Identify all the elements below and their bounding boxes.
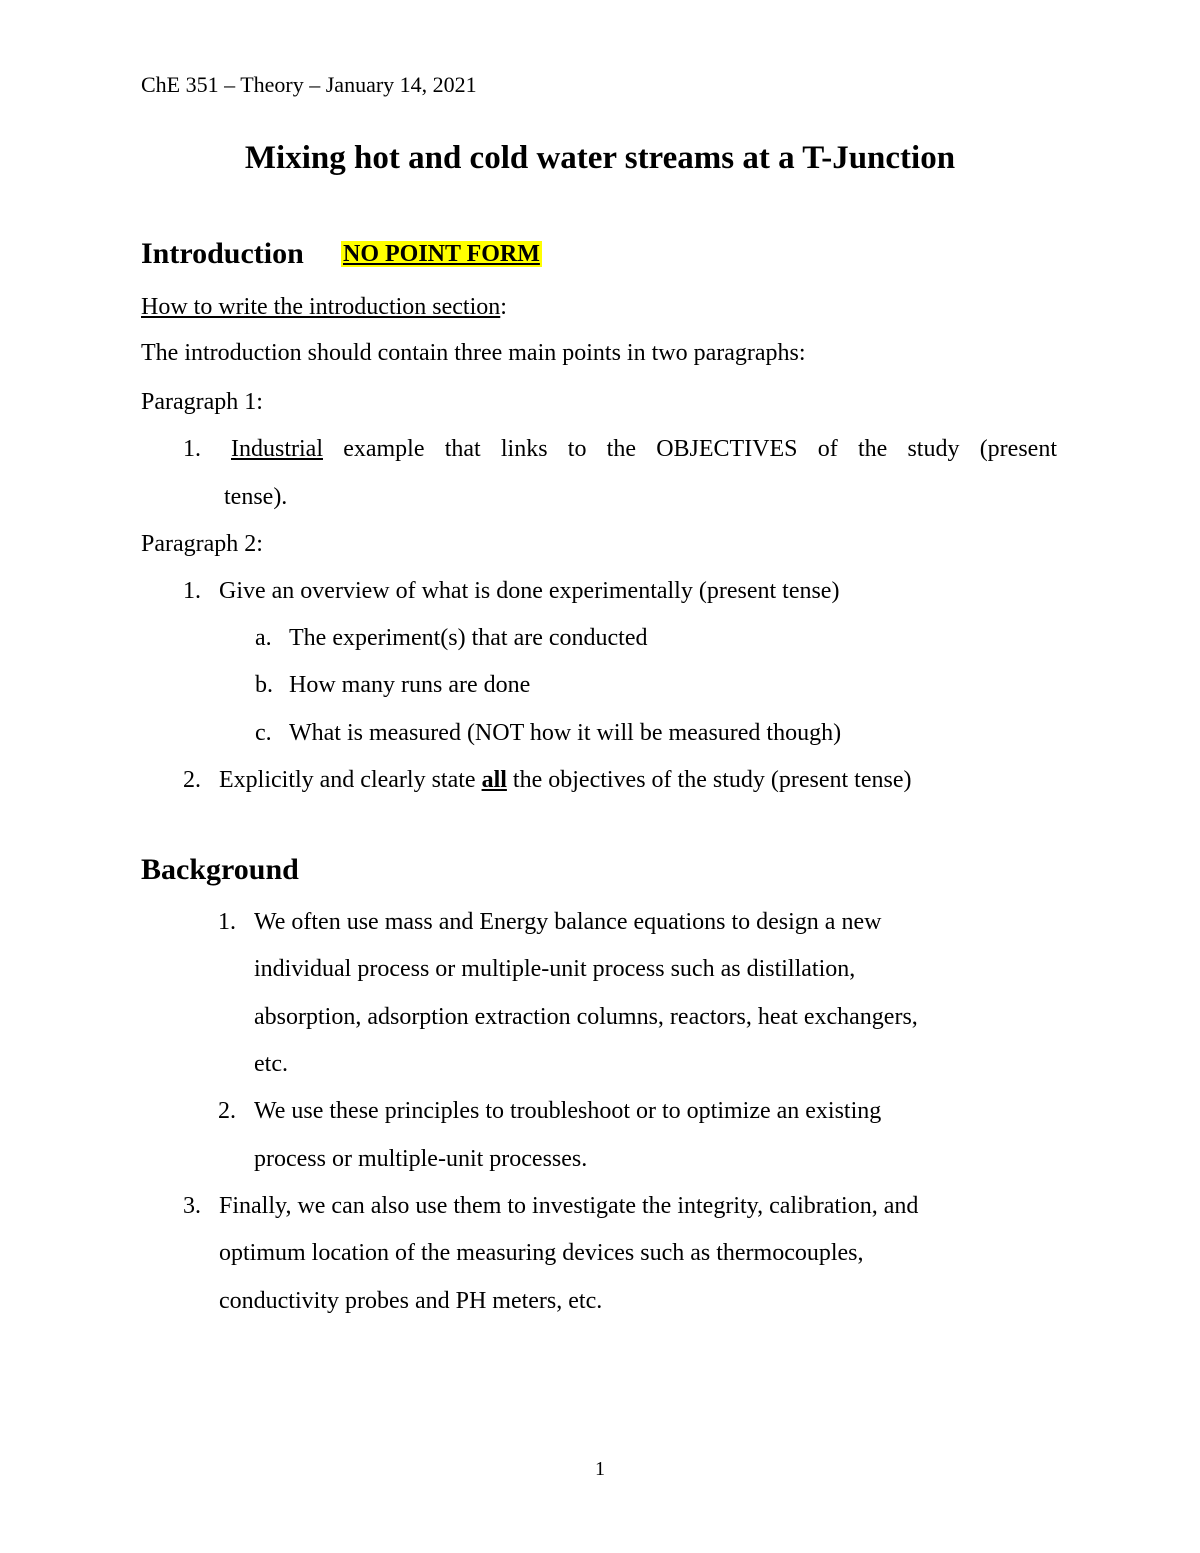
how-to-label: How to write the introduction section — [141, 294, 501, 320]
list-marker: 1. — [218, 909, 236, 935]
course-header: ChE 351 – Theory – January 14, 2021 — [141, 72, 477, 97]
introduction-heading: Introduction — [141, 237, 304, 270]
industrial-emphasis: Industrial — [231, 436, 323, 462]
word: (present — [979, 436, 1057, 462]
word: study — [907, 436, 960, 462]
paragraph1-item-line2: tense). — [224, 484, 288, 510]
list-marker: 2. — [183, 767, 201, 793]
word: the — [606, 436, 636, 462]
list-item: Give an overview of what is done experimentally (present tense) — [219, 578, 840, 604]
word: the — [857, 436, 888, 462]
how-to-line — [141, 294, 507, 321]
highlight-note: NO POINT FORM — [343, 241, 540, 267]
paragraph2-label: Paragraph 2: — [141, 531, 263, 557]
document-title: Mixing hot and cold water streams at a T-Junction — [244, 140, 956, 176]
sublist-item: What is measured (NOT how it will be measured though) — [289, 720, 842, 746]
list-item-line: etc. — [254, 1051, 288, 1077]
list-item-line: Finally, we can also use them to investigate the integrity, calibration, and — [219, 1193, 919, 1219]
page-number: 1 — [595, 1458, 605, 1480]
sublist-item: The experiment(s) that are conducted — [289, 625, 648, 651]
list-item-line: conductivity probes and PH meters, etc. — [219, 1288, 603, 1314]
list-item-line: process or multiple-unit processes. — [254, 1146, 588, 1172]
background-heading: Background — [141, 853, 299, 886]
word: example — [343, 436, 425, 462]
intro-sentence: The introduction should contain three main points in two paragraphs: — [141, 340, 806, 366]
word: to — [567, 436, 587, 462]
sublist-item: How many runs are done — [289, 672, 531, 698]
word: OBJECTIVES — [656, 436, 798, 462]
word: of — [817, 436, 838, 462]
list-item-line: absorption, adsorption extraction columns, reactors, heat exchangers, — [254, 1004, 918, 1030]
word: links — [500, 436, 548, 462]
list-item-line: optimum location of the measuring devices such as thermocouples, — [219, 1240, 864, 1266]
list-marker: 2. — [218, 1098, 236, 1124]
word: that — [444, 436, 481, 462]
list-marker: 1. — [183, 578, 201, 604]
list-item-line: individual process or multiple-unit process such as distillation, — [254, 956, 856, 982]
list-item — [219, 767, 911, 794]
item-text: the objectives of the study (present tense) — [506, 767, 912, 793]
no-point-form-note — [341, 241, 542, 268]
paragraph1-label: Paragraph 1: — [141, 389, 263, 415]
list-item-line: We use these principles to troubleshoot or to optimize an existing — [254, 1098, 882, 1124]
sublist-marker: c. — [255, 720, 272, 746]
item-text: Explicitly and clearly state — [219, 767, 482, 793]
all-emphasis: all — [481, 767, 507, 793]
how-to-colon: : — [500, 294, 507, 320]
sublist-marker: a. — [255, 625, 272, 651]
list-marker: 1. — [183, 436, 201, 462]
introduction-heading-row — [141, 237, 304, 271]
sublist-marker: b. — [255, 672, 273, 698]
list-marker: 3. — [183, 1193, 201, 1219]
list-item-line: We often use mass and Energy balance equations to design a new — [254, 909, 882, 935]
paragraph1-item-line1 — [231, 436, 1057, 463]
